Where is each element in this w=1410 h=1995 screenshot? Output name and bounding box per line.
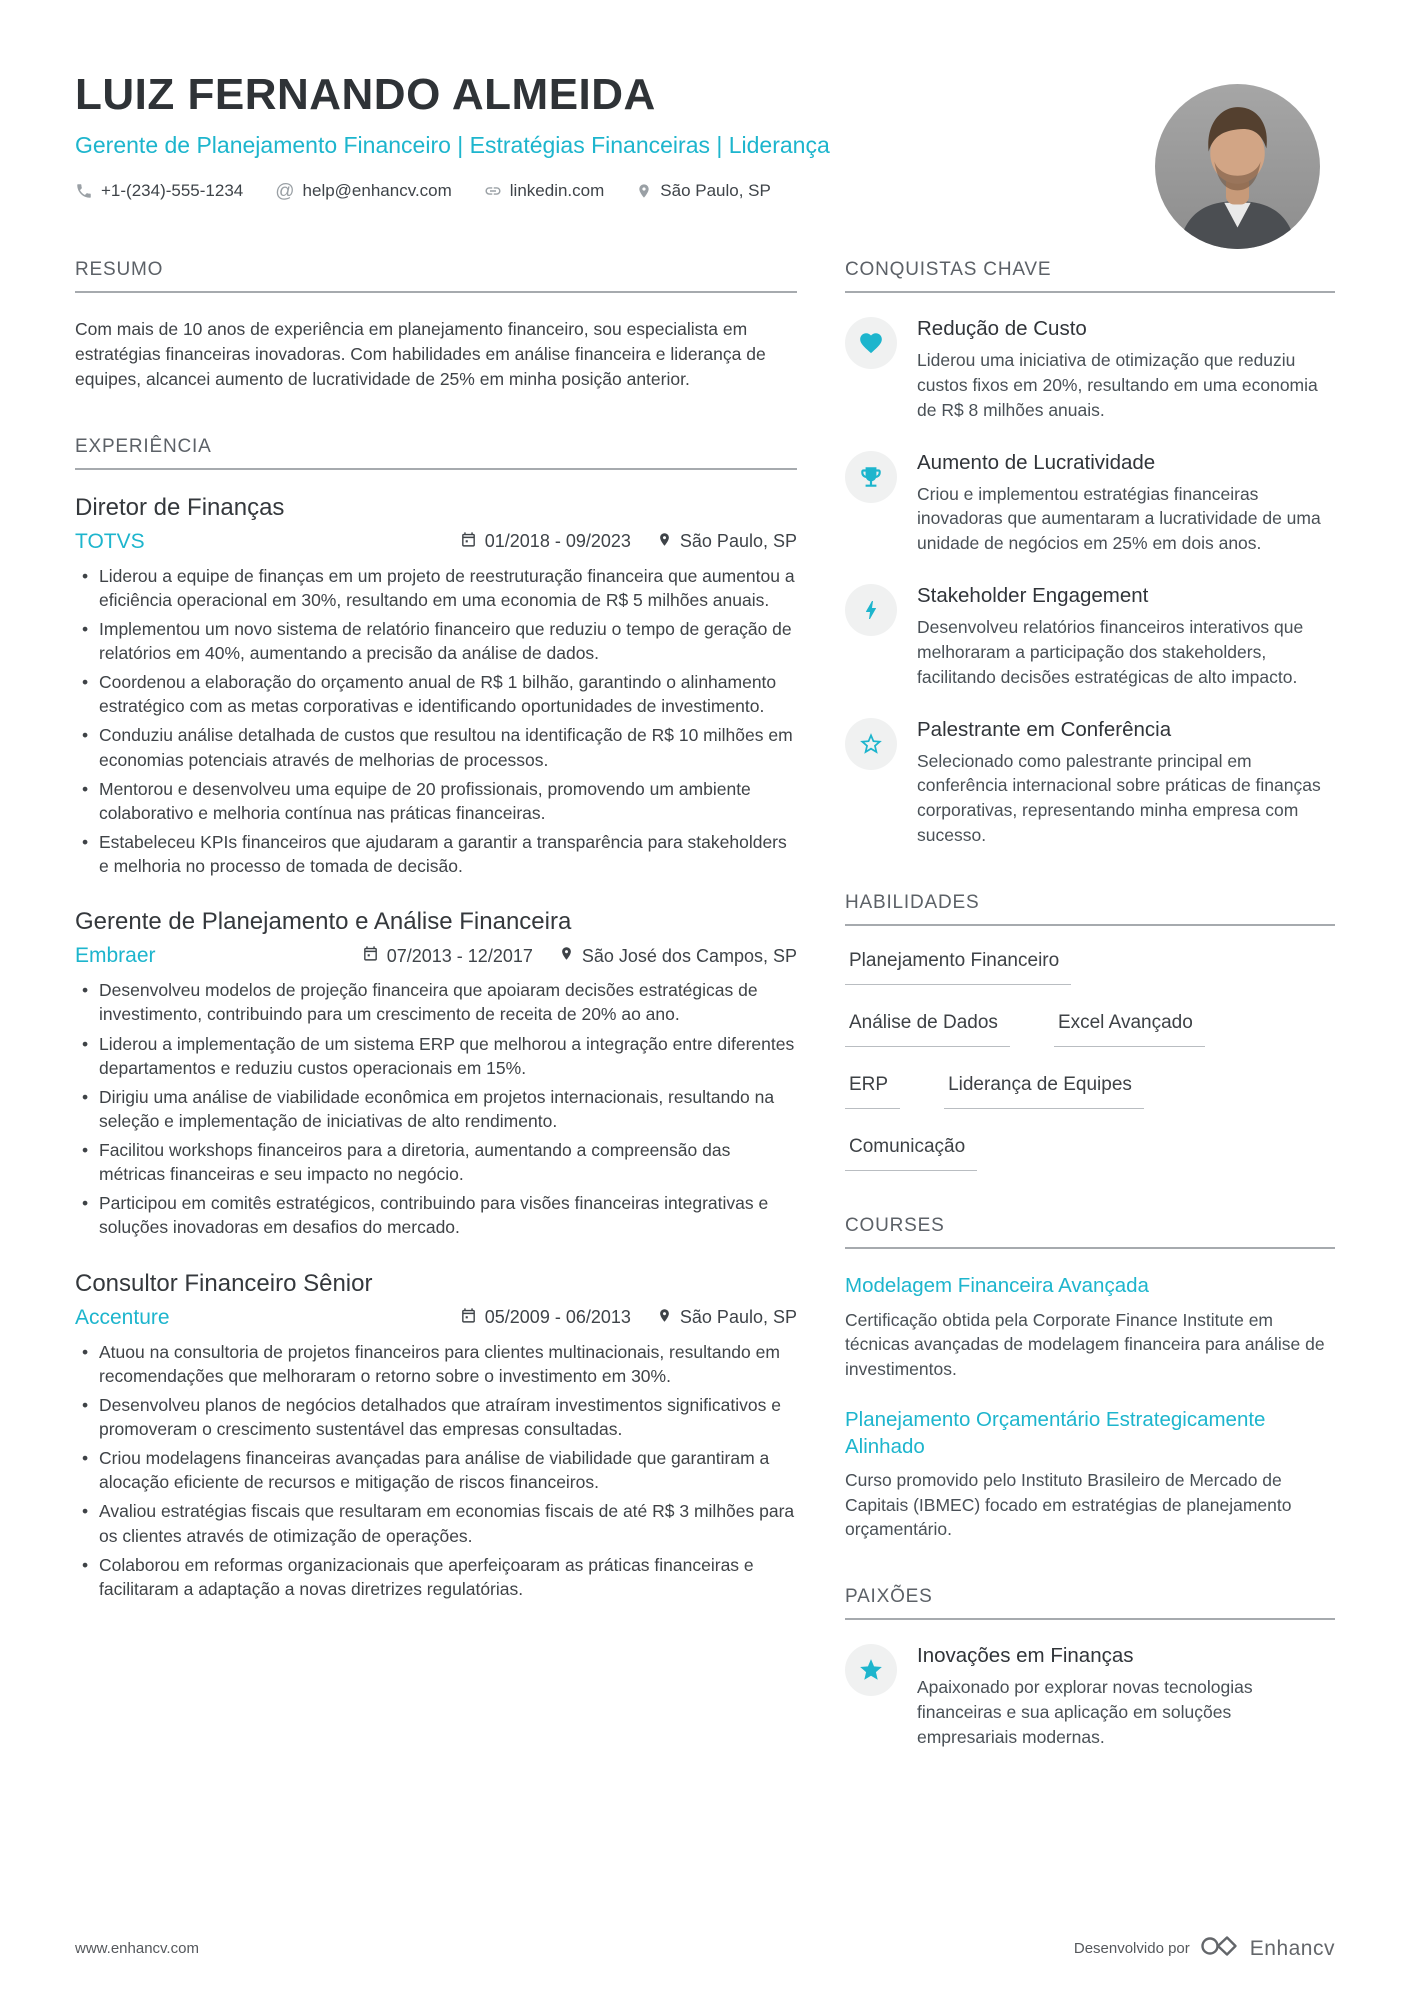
job-bullet: • Facilitou workshops financeiros para a diretoria, aumentando a compreensão das métricas financeiras e seu impacto no negócio. (75, 1138, 797, 1186)
achievement-title: Palestrante em Conferência (917, 717, 1172, 741)
course-item (845, 1407, 1335, 1542)
job-location (559, 945, 797, 967)
experience-entry (75, 494, 797, 879)
calendar-icon (460, 1307, 477, 1329)
skill-tag: Excel Avançado (1054, 1012, 1205, 1047)
job-bullet: • Liderou a implementação de um sistema ERP que melhorou a integração entre diferentes departamentos e reduziu custos operacionais em 15%. (75, 1032, 797, 1080)
achievement-title: Stakeholder Engagement (917, 584, 1149, 608)
conquistas-heading: CONQUISTAS CHAVE (845, 259, 1335, 293)
achievement-title: Aumento de Lucratividade (917, 450, 1156, 474)
job-dates-text: 07/2013 - 12/2017 (386, 945, 533, 966)
job-bullet: • Desenvolveu planos de negócios detalhados que atraíram investimentos significativos e promoveram o crescimento sustentável das empresas consultadas. (75, 1393, 797, 1441)
contact-phone[interactable] (75, 181, 243, 201)
contact-location (636, 181, 771, 201)
at-icon: @ (275, 180, 295, 202)
job-meta-row (75, 1306, 797, 1330)
content-columns (75, 259, 1335, 1793)
job-bullet: • Participou em comitês estratégicos, contribuindo para visões financeiras integrativas e soluções inovadoras em desafios do mercado. (75, 1191, 797, 1239)
heart-icon (845, 317, 897, 369)
job-title: Diretor de Finanças (75, 493, 285, 521)
skill-tag: Planejamento Financeiro (845, 950, 1071, 985)
job-location-text: São Paulo, SP (679, 1307, 797, 1328)
skill-tag: Comunicação (845, 1136, 977, 1171)
job-location (657, 531, 797, 553)
job-bullet: • Criou modelagens financeiras avançadas para análise de viabilidade que garantiram a alocação eficiente de recursos e mitigação de riscos financeiros. (75, 1446, 797, 1494)
left-column (75, 259, 797, 1793)
star-icon (845, 1644, 897, 1696)
job-bullet: • Avaliou estratégias fiscais que resultaram em economias fiscais de até R$ 3 milhões para os clientes através de otimização de operações. (75, 1499, 797, 1547)
job-bullet: • Conduziu análise detalhada de custos que resultou na identificação de R$ 10 milhões em economias potenciais através de melhorias de processos. (75, 723, 797, 771)
person-name: LUIZ FERNANDO ALMEIDA (75, 70, 656, 119)
contact-email-text: help@enhancv.com (302, 181, 452, 200)
portrait-illustration (1155, 84, 1320, 249)
course-item (845, 1273, 1335, 1381)
enhancv-wordmark: Enhancv (1249, 1936, 1335, 1960)
job-dates (460, 531, 631, 553)
footer-credit[interactable] (1074, 1934, 1335, 1963)
job-bullet: • Implementou um novo sistema de relatório financeiro que reduziu o tempo de geração de relatórios em 40%, aumentando a precisão da análise de dados. (75, 617, 797, 665)
job-bullet: • Colaborou em reformas organizacionais que aperfeiçoaram as práticas financeiras e facilitaram a adaptação a novas diretrizes regulatórias. (75, 1553, 797, 1601)
lightning-icon (845, 584, 897, 636)
course-text: Certificação obtida pela Corporate Finance Institute em técnicas avançadas de modelagem financeira para análise de investimentos. (845, 1309, 1325, 1379)
job-meta-row (75, 944, 797, 968)
courses-heading: COURSES (845, 1215, 1335, 1249)
link-icon (484, 182, 502, 200)
paixoes-heading: PAIXÕES (845, 1586, 1335, 1620)
passion-title: Inovações em Finanças (917, 1643, 1134, 1667)
job-title: Consultor Financeiro Sênior (75, 1269, 373, 1297)
resumo-text: Com mais de 10 anos de experiência em planejamento financeiro, sou especialista em estratégias financeiras inovadoras. Com habilidades em análise financeira e liderança de equipes, alcancei aumento de lucratividade de 25% em minha posição anterior. (75, 319, 766, 389)
job-meta-row (75, 530, 797, 554)
job-bullet: • Desenvolveu modelos de projeção financeira que apoiaram decisões estratégicas de investimento, contribuindo para um crescimento de receita de 20% ao ano. (75, 978, 797, 1026)
achievement-item (845, 584, 1335, 690)
calendar-icon (460, 531, 477, 553)
enhancv-logo-icon (1200, 1934, 1240, 1963)
company-name: TOTVS (75, 529, 145, 553)
resumo-heading: RESUMO (75, 259, 797, 293)
location-icon (559, 945, 574, 967)
location-icon (636, 182, 652, 200)
trophy-icon (845, 451, 897, 503)
phone-icon (75, 182, 93, 200)
location-icon (657, 1307, 672, 1329)
achievement-text: Desenvolveu relatórios financeiros interativos que melhoraram a participação dos stakeholders, facilitando decisões estratégicas de alto impacto. (917, 617, 1304, 687)
job-dates-text: 05/2009 - 06/2013 (484, 1307, 631, 1328)
calendar-icon (362, 945, 379, 967)
job-bullet-list (75, 1340, 797, 1601)
company-name: Accenture (75, 1305, 170, 1329)
course-title: Modelagem Financeira Avançada (845, 1273, 1149, 1297)
contact-website[interactable] (484, 181, 605, 201)
contact-email[interactable] (275, 181, 452, 201)
job-bullet: • Estabeleceu KPIs financeiros que ajudaram a garantir a transparência para stakeholders e melhoria no processo de tomada de decisão. (75, 830, 797, 878)
section-courses (845, 1215, 1335, 1542)
experience-entry (75, 1270, 797, 1601)
achievement-title: Redução de Custo (917, 317, 1087, 340)
job-bullet: • Dirigiu uma análise de viabilidade econômica em projetos internacionais, resultando na seleção e implementação de iniciativas de alto rendimento. (75, 1085, 797, 1133)
job-dates (460, 1307, 631, 1329)
job-bullet: • Atuou na consultoria de projetos financeiros para clientes multinacionais, resultando em recomendações que melhoraram o retorno sobre o investimento em 30%. (75, 1340, 797, 1388)
skill-tag: Liderança de Equipes (944, 1074, 1144, 1109)
job-bullet-list (75, 978, 797, 1239)
course-text: Curso promovido pelo Instituto Brasileiro de Mercado de Capitais (IBMEC) focado em estratégias de planejamento orçamentário. (845, 1470, 1292, 1540)
achievement-text: Selecionado como palestrante principal em conferência internacional sobre práticas de finanças corporativas, representando minha empresa com sucesso. (917, 750, 1321, 846)
achievement-text: Liderou uma iniciativa de otimização que reduziu custos fixos em 20%, resultando em uma economia de R$ 8 milhões anuais. (917, 350, 1318, 420)
contact-website-text: linkedin.com (509, 181, 605, 200)
job-title: Gerente de Planejamento e Análise Financeira (75, 908, 572, 936)
experiencia-heading: EXPERIÊNCIA (75, 436, 797, 470)
footer-site-link[interactable]: www.enhancv.com (75, 1940, 199, 1957)
section-experiencia (75, 436, 797, 1602)
section-habilidades (845, 892, 1335, 1171)
contact-phone-text: +1-(234)-555-1234 (101, 181, 244, 200)
footer (75, 1934, 1335, 1963)
contact-location-text: São Paulo, SP (660, 181, 771, 200)
skill-tag: ERP (845, 1074, 900, 1109)
section-paixoes (845, 1586, 1335, 1750)
contact-row (75, 181, 1335, 201)
passion-text: Apaixonado por explorar novas tecnologias financeiras e sua aplicação em soluções empresariais modernas. (917, 1676, 1253, 1747)
header (75, 70, 1335, 201)
job-bullet-list (75, 564, 797, 879)
location-icon (657, 531, 672, 553)
right-column (845, 259, 1335, 1793)
skill-tag: Análise de Dados (845, 1012, 1010, 1047)
profile-photo (1155, 84, 1320, 249)
job-dates-text: 01/2018 - 09/2023 (484, 531, 631, 552)
achievement-item (845, 317, 1335, 423)
person-headline: Gerente de Planejamento Financeiro | Estratégias Financeiras | Liderança (75, 132, 830, 158)
achievement-item (845, 718, 1335, 848)
job-bullet: • Mentorou e desenvolveu uma equipe de 20 profissionais, promovendo um ambiente colaborativo e melhoria contínua nas práticas financeiras. (75, 777, 797, 825)
star-outline-icon (845, 718, 897, 770)
job-bullet: • Coordenou a elaboração do orçamento anual de R$ 1 bilhão, garantindo o alinhamento estratégico com as metas corporativas e identificando oportunidades de investimento. (75, 670, 797, 718)
job-dates (362, 945, 533, 967)
footer-credit-text: Desenvolvido por (1073, 1940, 1190, 1957)
achievement-item (845, 451, 1335, 557)
company-name: Embraer (75, 944, 156, 968)
job-bullet: • Liderou a equipe de finanças em um projeto de reestruturação financeira que aumentou a eficiência operacional em 30%, resultando em uma economia de R$ 5 milhões anuais. (75, 564, 797, 612)
course-title: Planejamento Orçamentário Estrategicamente Alinhado (845, 1408, 1266, 1458)
job-location-text: São José dos Campos, SP (581, 945, 797, 966)
passion-item (845, 1644, 1335, 1750)
job-location-text: São Paulo, SP (679, 531, 797, 552)
habilidades-heading: HABILIDADES (845, 892, 1335, 926)
experience-entry (75, 908, 797, 1239)
job-location (657, 1307, 797, 1329)
section-conquistas (845, 259, 1335, 848)
achievement-text: Criou e implementou estratégias financeiras inovadoras que aumentaram a lucratividade de uma unidade de negócios em 25% em dois anos. (917, 483, 1321, 554)
section-resumo (75, 259, 797, 392)
